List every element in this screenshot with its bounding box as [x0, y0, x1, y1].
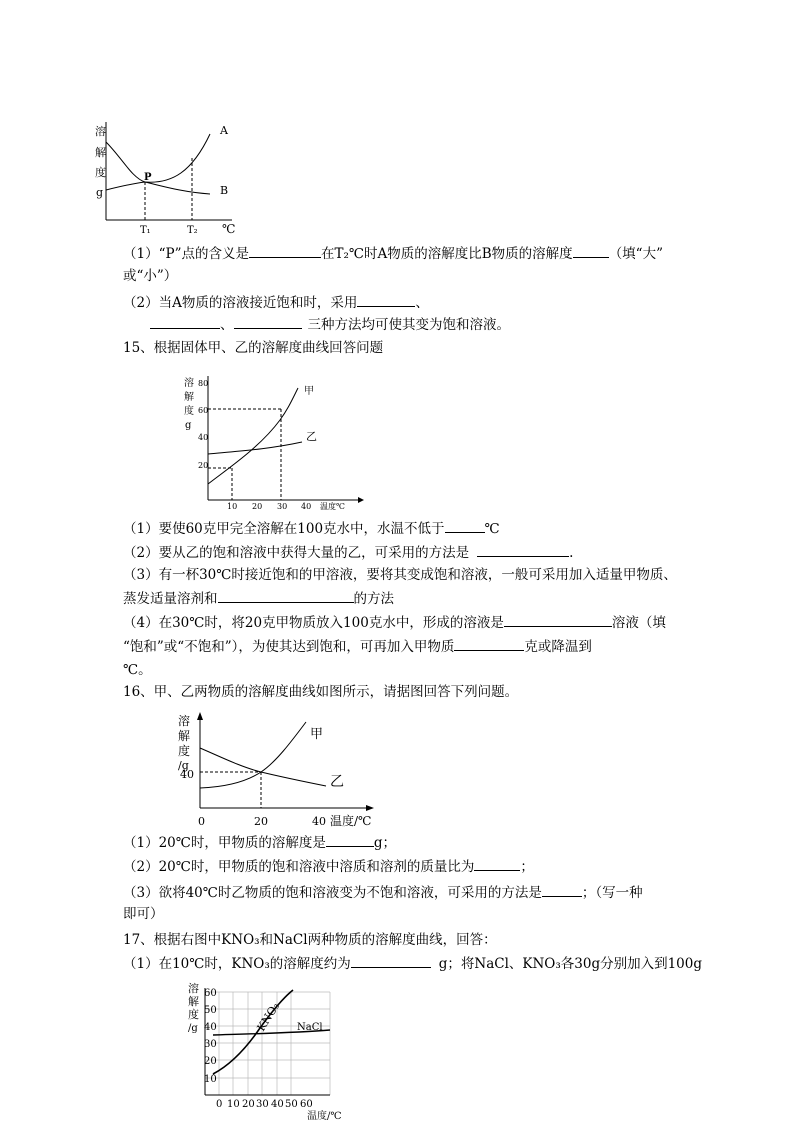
y-tick-label: 40 [204, 1022, 217, 1033]
y-axis-arrow [197, 712, 203, 720]
figure-q16-solubility-curves [176, 712, 386, 832]
answer-blank[interactable] [326, 832, 374, 847]
y-axis-label-char: 溶 [178, 714, 191, 728]
y-tick-label: 60 [198, 406, 209, 415]
y-axis-label-char: /g [178, 759, 189, 772]
curve-jia-label: 甲 [304, 386, 314, 397]
y-tick-label: 20 [204, 1056, 217, 1067]
x-tick-label: 20 [252, 502, 263, 511]
x-tick-label: 10 [227, 1099, 240, 1110]
answer-blank[interactable] [474, 856, 520, 871]
q17-title: 17、根据右图中KNO₃和NaCl两种物质的溶解度曲线，回答： [123, 932, 497, 948]
y-tick-label: 40 [180, 768, 194, 781]
answer-blank[interactable] [542, 882, 582, 897]
curve-nacl-label: NaCl [297, 1022, 323, 1033]
y-axis-label-char: 溶 [184, 378, 194, 389]
y-tick-label: 10 [204, 1074, 217, 1085]
y-axis-label-char: 溶 [95, 125, 106, 138]
x-tick-label: 20 [242, 1099, 255, 1110]
answer-blank[interactable] [357, 292, 415, 307]
x-axis-label: 温度/℃ [307, 1111, 342, 1122]
q14-line-1: （1）“P”点的含义是 在T₂℃时A物质的溶解度比B物质的溶解度 （填“大” [123, 243, 663, 264]
q17-line-1: （1）在10℃时，KNO₃的溶解度约为 g；将NaCl、KNO₃各30g分别加入到100g [123, 953, 702, 974]
answer-blank[interactable] [454, 636, 524, 651]
q15-title: 15、根据固体甲、乙的溶解度曲线回答问题 [123, 340, 384, 356]
x-tick-label: 0 [216, 1099, 223, 1110]
q15-line-5: （4）在30℃时，将20克甲物质放入100克水中，形成的溶液是 溶液（填 [123, 612, 666, 633]
y-axis-label-char: 溶 [188, 982, 199, 995]
y-axis-label-char: g [96, 186, 104, 199]
x-tick-label: T₂ [187, 225, 198, 236]
x-tick-label: 20 [254, 815, 268, 828]
x-axis-label: 温度℃ [320, 502, 345, 511]
x-tick-label: 60 [300, 1099, 313, 1110]
y-axis-label-char: 度 [95, 166, 106, 179]
figure-q15-solubility-curves [180, 372, 380, 512]
x-axis-arrow [366, 805, 374, 811]
answer-blank[interactable] [477, 542, 569, 557]
q15-line-1: （1）要使60克甲完全溶解在100克水中，水温不低于 ℃ [123, 518, 500, 539]
q16-title: 16、甲、乙两物质的溶解度曲线如图所示，请据图回答下列问题。 [123, 684, 519, 700]
x-tick-label: 40 [301, 502, 312, 511]
y-axis-label-char: /g [188, 1023, 198, 1034]
x-tick-label: 10 [227, 502, 238, 511]
q16-line-1: （1）20℃时，甲物质的溶解度是 g； [123, 832, 396, 853]
curve-b-label: B [220, 184, 229, 197]
curve-jia-label: 甲 [310, 727, 324, 742]
figure-q17-solubility-curves [185, 980, 365, 1120]
answer-blank[interactable] [573, 243, 609, 258]
x-tick-label: 30 [256, 1099, 269, 1110]
curve-b [106, 182, 210, 194]
curve-yi-label: 乙 [306, 430, 317, 443]
curve-yi [200, 748, 326, 786]
q15-line-3: （3）有一杯30℃时接近饱和的甲溶液，要将其变成饱和溶液，一般可采用加入适量甲物质、 [123, 567, 677, 583]
x-tick-label: 40 [312, 815, 326, 828]
curve-kno3 [213, 990, 293, 1074]
answer-blank[interactable] [351, 953, 431, 968]
answer-blank[interactable] [504, 612, 612, 627]
q16-line-3: （3）欲将40℃时乙物质的饱和溶液变为不饱和溶液，可采用的方法是 ；（写一种 [123, 882, 643, 903]
y-tick-label: 50 [204, 1005, 217, 1016]
curve-yi-label: 乙 [330, 774, 344, 790]
y-axis-label-char: 解 [184, 392, 194, 403]
answer-blank[interactable] [445, 518, 485, 533]
x-axis-arrow [358, 497, 364, 503]
y-tick-label: 40 [198, 433, 209, 442]
y-axis-label-char: g [185, 420, 192, 431]
y-axis-label-char: 度 [184, 406, 194, 417]
figure-q14-solubility-curves [92, 120, 252, 240]
x-axis-unit: ℃ [222, 222, 236, 236]
y-tick-label: 20 [198, 461, 209, 470]
y-axis-label-char: 度 [188, 1008, 199, 1021]
q14-line-4: 、 三种方法均可使其变为饱和溶液。 [150, 314, 510, 335]
curve-a-label: A [220, 124, 228, 137]
answer-blank[interactable] [234, 314, 302, 329]
x-tick-label: 50 [285, 1099, 298, 1110]
curve-jia [208, 388, 298, 484]
answer-blank[interactable] [249, 243, 321, 258]
q14-line-2: 或“小”） [123, 268, 178, 284]
curve-yi [208, 442, 302, 454]
point-p-label: P [144, 172, 152, 183]
answer-blank[interactable] [150, 314, 220, 329]
y-axis-label-char: 解 [95, 146, 106, 159]
x-axis-label: 温度/℃ [330, 814, 372, 828]
y-tick-label: 80 [198, 379, 209, 388]
answer-blank[interactable] [218, 588, 354, 603]
y-axis-label-char: 度 [178, 744, 191, 758]
y-axis-label-char: 解 [188, 995, 199, 1008]
x-tick-label: 0 [198, 815, 205, 828]
q16-line-2: （2）20℃时，甲物质的饱和溶液中溶质和溶剂的质量比为 ； [123, 856, 534, 877]
q15-line-4: 蒸发适量溶剂和 的方法 [123, 588, 394, 609]
y-axis-label-char: 解 [178, 729, 191, 743]
q15-line-2: （2）要从乙的饱和溶液中获得大量的乙，可采用的方法是 . [123, 542, 573, 563]
q15-line-6: “饱和”或“不饱和”），为使其达到饱和，可再加入甲物质 克或降温到 [123, 636, 592, 657]
x-tick-label: 40 [271, 1099, 284, 1110]
x-tick-label: 30 [277, 502, 288, 511]
q15-line-7: ℃。 [123, 662, 152, 678]
q14-line-3: （2）当A物质的溶液接近饱和时，采用 、 [123, 292, 429, 313]
curve-kno3-label: KNO₃ [254, 1000, 283, 1034]
q16-line-4: 即可） [123, 906, 164, 922]
y-tick-label: 30 [204, 1039, 217, 1050]
x-tick-label: T₁ [140, 225, 151, 236]
y-tick-label: 60 [204, 988, 217, 999]
curve-a [106, 134, 210, 182]
